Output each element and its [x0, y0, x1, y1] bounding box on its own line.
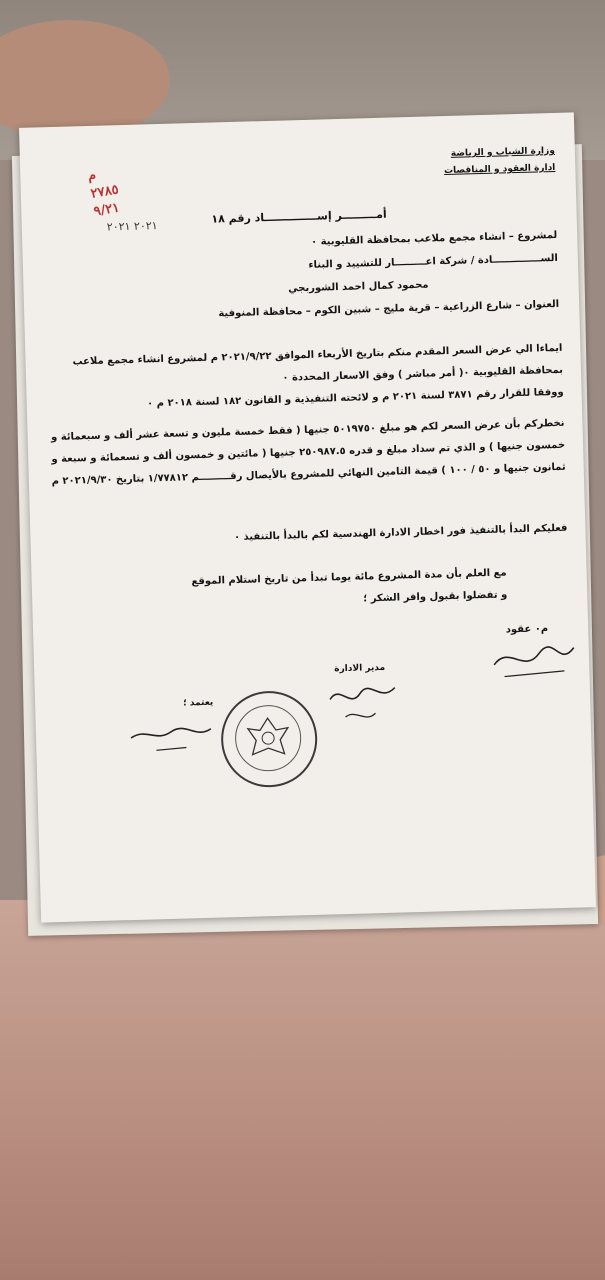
eagle-emblem-icon: [234, 704, 302, 772]
approved-label: يعتمد ؛: [183, 697, 214, 709]
closing-line: و تفضلوا بقبول وافر الشكر ؛: [363, 589, 508, 605]
ministry-seal: [220, 690, 319, 789]
document-sheet: [19, 112, 596, 922]
ministry-name: وزارة الشباب و الرياضة: [450, 145, 556, 159]
handwritten-date-mark: ٢٠٢١ ٢٠٢١: [106, 219, 158, 234]
paragraph-execution: فعليكم البدأ بالتنفيذ فور اخطار الادارة الهندسية لكم بالبدأ بالتنفيذ ٠: [233, 522, 568, 544]
order-title: أمـــــــــر إســــــــــــــاد رقم ١٨: [211, 207, 387, 226]
paragraph-reference-text: ايماءا الي عرض السعر المقدم منكم بتاريخ الأربعاء الموافق ٢٠٢١/٩/٢٢ م لمشروع انشاء مجمع ملاعب بمحافظة القليوبية ٠( أمر مباشر ) وفق الاسعار المحددة ٠: [72, 342, 564, 384]
paragraph-law-text: ووفقا للقرار رقم ٣٨٧١ لسنة ٢٠٢١ م و لائحته التنفيذية و القانون ١٨٢ لسنة ٢٠١٨ م ٠: [146, 386, 564, 410]
contracts-note: م٠ عقود: [505, 623, 549, 636]
owner-name: محمود كمال احمد الشوربجي: [287, 279, 429, 295]
paragraph-reference: [47, 338, 564, 418]
approver-signature: [125, 711, 216, 758]
paragraph-duration: مع العلم بأن مدة المشروع مائة يوما تبدأ من تاريخ استلام الموقع: [191, 567, 507, 588]
paragraph-price: نخطركم بأن عرض السعر لكم هو مبلغ ٥٠١٩٧٥٠ جنيها ( فقط خمسة مليون و تسعة عشر ألف و سبعمائة و خمسون جنيها ) و الذي تم سداد مبلغ و قدره ٢٥٠٩٨٧.٥ جنيها ( مائتين و خمسون ألف و تسعمائة و سبعة و ثمانون جنيها و ٥٠ / ١٠٠ ) قيمة التامين النهائي للمشروع بالأيصال رقـــــــــم ١/٧٧٨١٢ بتاريخ ٢٠٢١/٩/٣٠ م: [50, 417, 566, 488]
addressee-line: الســــــــــــــادة / شركة اعـــــــــار للتشييد و البناء: [308, 252, 559, 271]
incoming-red-stamp: م ٢٧٨٥ ٩/٢١: [86, 167, 121, 220]
project-line: لمشروع – انشاء مجمع ملاعب بمحافظة القليوبية ٠: [310, 229, 558, 248]
letterhead: [443, 143, 555, 180]
department-name: ادارة العقود و المناقصات: [443, 162, 556, 177]
manager-signature: [325, 677, 401, 729]
contracts-signature: [488, 632, 579, 684]
address-line: العنوان – شارع الزراعية – قرية مليج – شبين الكوم – محافظة المنوفية: [218, 298, 560, 320]
manager-label: مدير الادارة: [334, 662, 386, 675]
background-surface: [0, 900, 605, 1280]
